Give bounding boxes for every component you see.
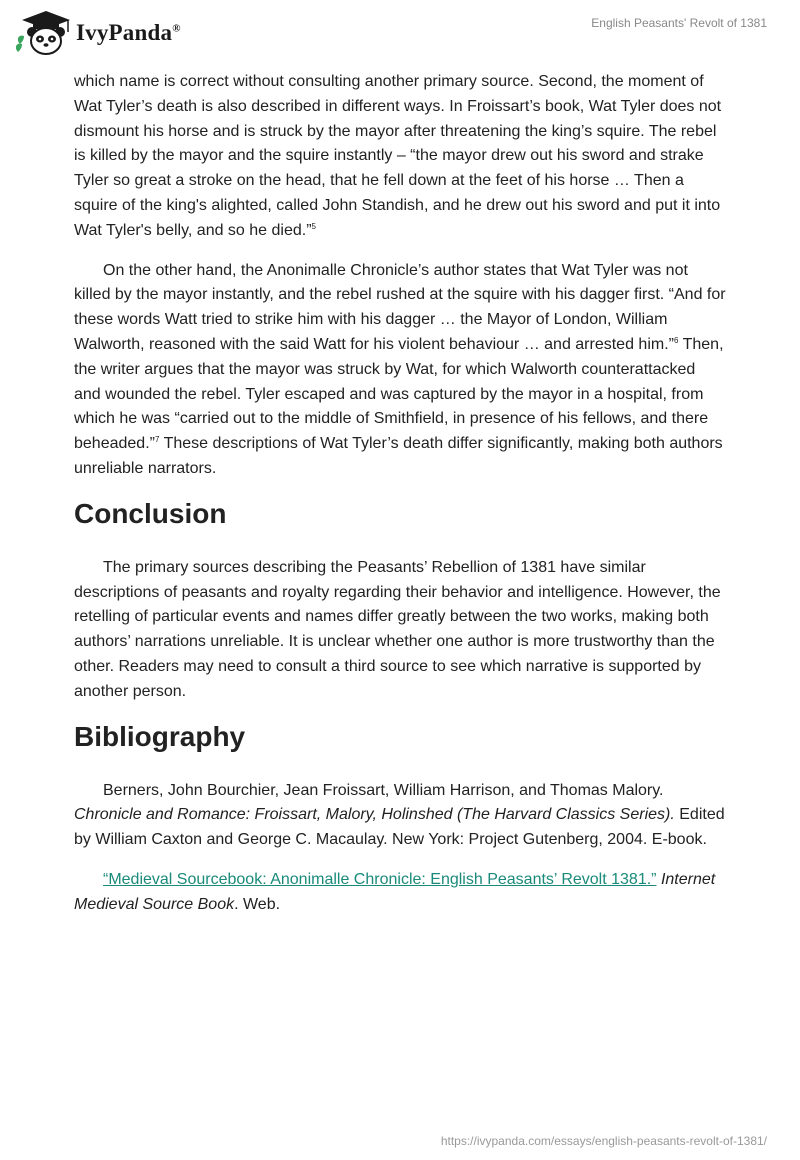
sourcebook-link[interactable]: “Medieval Sourcebook: Anonimalle Chronicle: English Peasants’ Revolt 1381.”: [103, 870, 657, 888]
document-title: English Peasants' Revolt of 1381: [591, 16, 767, 30]
conclusion-heading: Conclusion: [74, 497, 227, 529]
bibliography-heading: Bibliography: [74, 720, 246, 752]
paragraph-froissart: which name is correct without consulting another primary source. Second, the moment of Wat Tyler’s death is also described in different ways. In Froissart’s book, Wat Tyler does not dismount his horse and is struck by the mayor after threatening the king’s squire. The rebel is killed by the mayor and the squire instantly – “the mayor drew out his sword and strake Tyler so great a stroke on the head, that he fell down at the feet of his horse … Then a squire of the king's alighted, called John Standish, and he drew out his sword and put it into Wat Tyler's belly, and so he died.”$^5$: [74, 73, 722, 239]
footnote-marker[interactable]: 7: [154, 435, 160, 445]
panda-graduate-icon: [14, 8, 74, 58]
paragraph-anonimalle: On the other hand, the Anonimalle Chronicle’s author states that Wat Tyler was not killed by the mayor instantly, and the rebel rushed at the squire with his dagger first. “And for these words Watt tried to strike him with his dagger … the Mayor of London, William Walworth, reasoned with the said Watt for his violent behaviour … and arrested him.”$^6$ Then, the writer argues that the mayor was struck by Wat, for which Walworth counterattacked and wounded the rebel. Tyler escaped and was captured by the mayor in a hospital, from which he was “carried out to the middle of Smithfield, in presence of his fellows, and there beheaded.”$^7$ These descriptions of Wat Tyler’s death differ significantly, making both authors unreliable narrators.: [74, 261, 726, 477]
logo-wordmark: IvyPanda®: [76, 20, 181, 45]
page-header: [0, 0, 800, 70]
bibliography-entry-anonimalle: “Medieval Sourcebook: Anonimalle Chronicle: English Peasants’ Revolt 1381.” Internet Medieval Source Book. Web.: [74, 870, 716, 913]
ivypanda-logo[interactable]: [14, 8, 181, 58]
essay-content: [74, 70, 726, 933]
footer-url[interactable]: https://ivypanda.com/essays/english-peasants-revolt-of-1381/: [440, 1134, 767, 1148]
footnote-marker[interactable]: 6: [673, 335, 679, 345]
footnote-marker[interactable]: 5: [311, 221, 316, 231]
bibliography-entry-froissart: Berners, John Bourchier, Jean Froissart, William Harrison, and Thomas Malory. Chronicle and Romance: Froissart, Malory, Holinshed (The Harvard Classics Series). Edited by William Caxton and George C. Macaulay. New York: Project Gutenberg, 2004. E-book.: [74, 781, 725, 849]
paragraph-conclusion: The primary sources describing the Peasants’ Rebellion of 1381 have similar descriptions of peasants and royalty regarding their behavior and intelligence. However, the retelling of particular events and names differ greatly between the two works, making both authors’ narrations unreliable. It is unclear whether one author is more trustworthy than the other. Readers may need to consult a third source to see which narrative is supported by another person.: [74, 558, 721, 700]
